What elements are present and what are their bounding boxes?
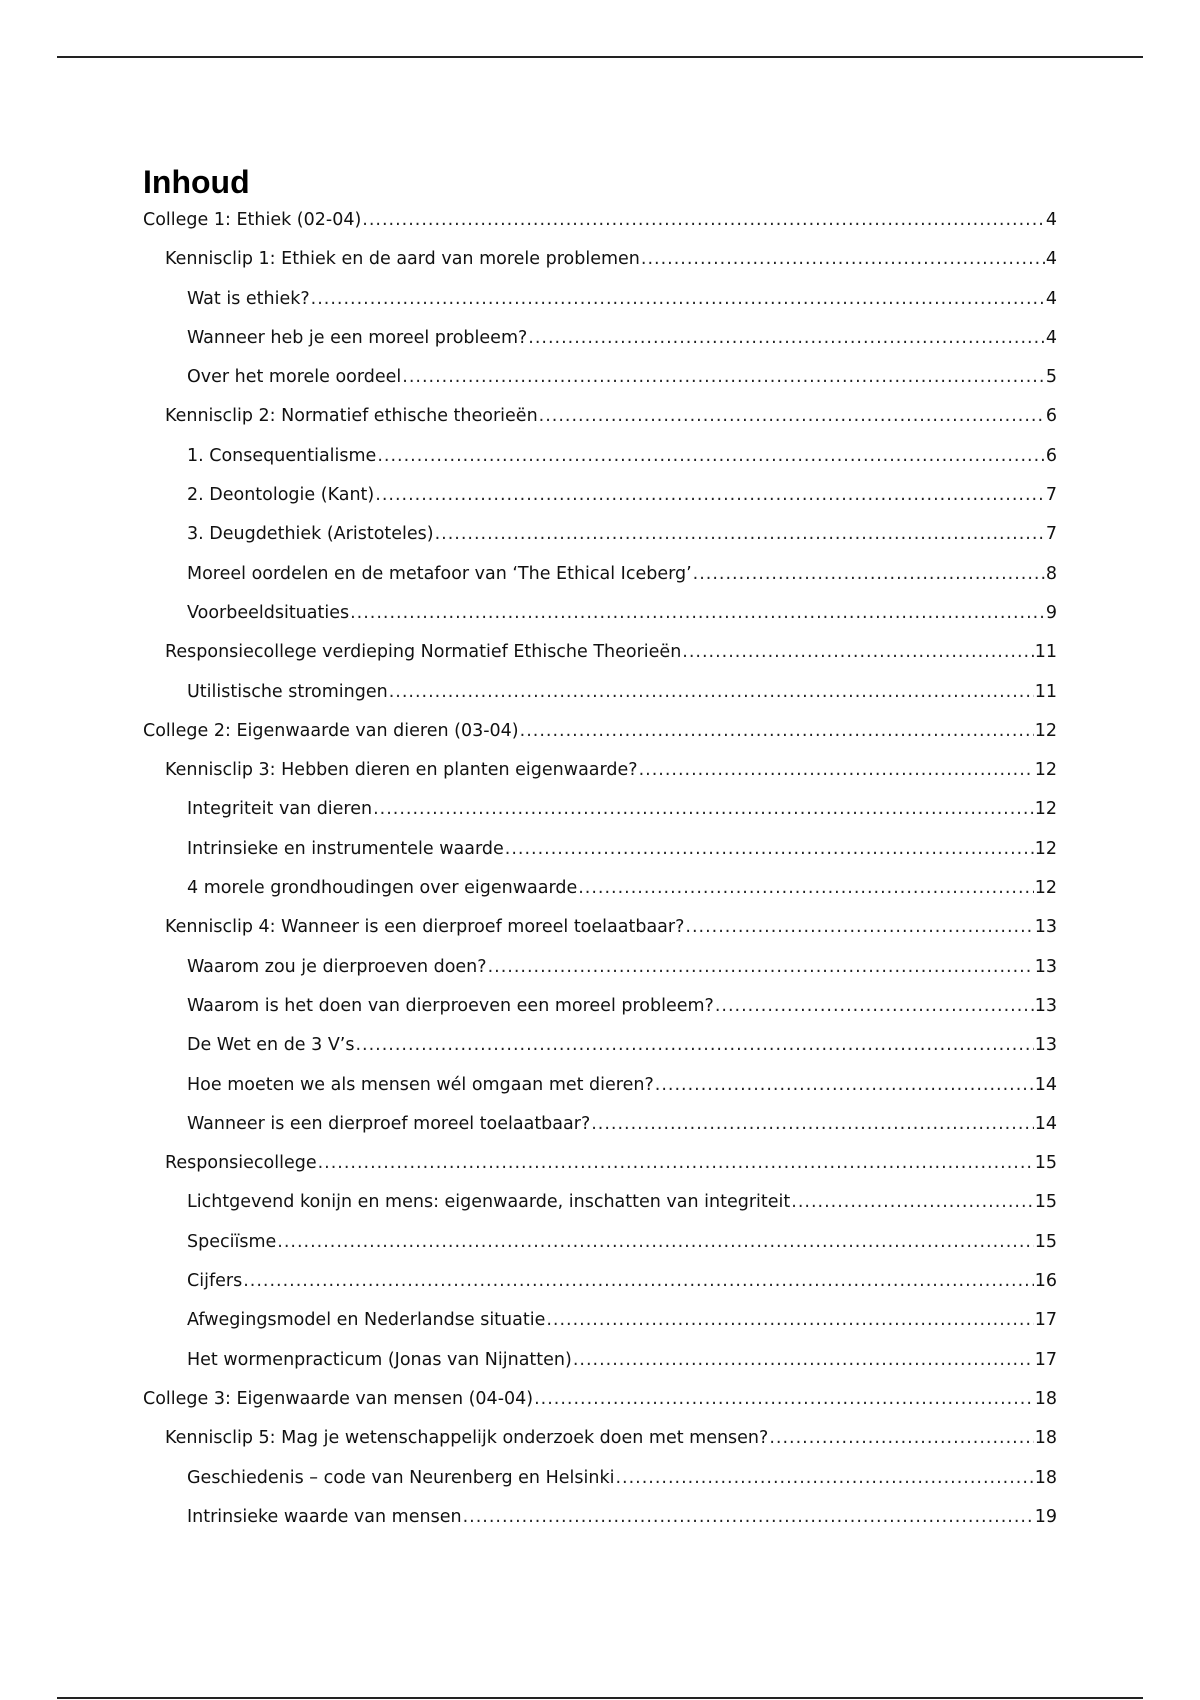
toc-dot-leader [362, 210, 1045, 230]
toc-entry-page-number: 14 [1034, 1074, 1057, 1095]
toc-entry-text: 4 morele grondhoudingen over eigenwaarde [187, 878, 578, 899]
toc-entry[interactable] [143, 210, 1057, 249]
toc-entry[interactable] [143, 1153, 1057, 1192]
toc-entry[interactable] [143, 289, 1057, 328]
toc-entry-page-number: 6 [1045, 406, 1057, 427]
toc-entry-text: Hoe moeten we als mensen wél omgaan met dieren? [187, 1074, 654, 1095]
toc-entry-page-number: 15 [1034, 1192, 1057, 1213]
toc-dot-leader [591, 1114, 1033, 1134]
toc-entry[interactable] [143, 1271, 1057, 1310]
toc-entry[interactable] [143, 406, 1057, 445]
toc-dot-leader [311, 289, 1045, 309]
toc-dot-leader [546, 1310, 1033, 1330]
toc-entry[interactable] [143, 249, 1057, 288]
footer-rule [57, 1697, 1143, 1699]
toc-list [143, 210, 1057, 1546]
toc-entry-page-number: 8 [1045, 563, 1057, 584]
toc-dot-leader [277, 1232, 1033, 1252]
toc-entry[interactable] [143, 446, 1057, 485]
header-rule [57, 56, 1143, 58]
toc-entry-page-number: 7 [1045, 524, 1057, 545]
toc-entry[interactable] [143, 1232, 1057, 1271]
toc-entry-text: Moreel oordelen en de metafoor van ‘The Ethical Iceberg’ [187, 563, 692, 584]
toc-entry-page-number: 19 [1034, 1506, 1057, 1527]
toc-dot-leader [355, 1035, 1033, 1055]
toc-entry-text: Het wormenpracticum (Jonas van Nijnatten) [187, 1349, 572, 1370]
toc-dot-leader [505, 839, 1034, 859]
toc-entry-text: Responsiecollege [165, 1153, 317, 1174]
toc-entry-text: College 1: Ethiek (02-04) [143, 210, 362, 230]
toc-entry-text: Afwegingsmodel en Nederlandse situatie [187, 1310, 546, 1331]
toc-dot-leader [389, 682, 1034, 702]
toc-entry-text: Wanneer is een dierproef moreel toelaatbaar? [187, 1113, 591, 1134]
toc-entry[interactable] [143, 721, 1057, 760]
toc-entry[interactable] [143, 642, 1057, 681]
toc-entry-text: 3. Deugdethiek (Aristoteles) [187, 524, 434, 545]
toc-entry-page-number: 12 [1034, 799, 1057, 820]
toc-entry[interactable] [143, 799, 1057, 838]
toc-entry[interactable] [143, 996, 1057, 1035]
toc-entry[interactable] [143, 328, 1057, 367]
toc-entry-text: Wat is ethiek? [187, 288, 310, 309]
toc-dot-leader [682, 642, 1033, 662]
toc-title: Inhoud [143, 164, 250, 200]
toc-entry-text: Geschiedenis – code van Neurenberg en Helsinki [187, 1467, 615, 1488]
toc-entry-page-number: 18 [1034, 1388, 1057, 1409]
toc-dot-leader [435, 524, 1045, 544]
toc-dot-leader [528, 328, 1045, 348]
toc-entry-text: Lichtgevend konijn en mens: eigenwaarde, inschatten van integriteit [187, 1192, 791, 1213]
toc-dot-leader [373, 799, 1034, 819]
toc-entry[interactable] [143, 760, 1057, 799]
toc-entry-text: College 2: Eigenwaarde van dieren (03-04) [143, 720, 519, 741]
toc-entry-page-number: 12 [1034, 760, 1057, 781]
toc-entry-page-number: 12 [1034, 720, 1057, 741]
toc-entry-page-number: 4 [1045, 210, 1057, 230]
toc-entry[interactable] [143, 367, 1057, 406]
toc-entry-text: Kennisclip 4: Wanneer is een dierproef moreel toelaatbaar? [165, 917, 685, 938]
toc-entry-page-number: 4 [1045, 327, 1057, 348]
toc-entry[interactable] [143, 682, 1057, 721]
toc-entry-text: Intrinsieke waarde van mensen [187, 1506, 462, 1527]
toc-entry-text: Voorbeeldsituaties [187, 602, 350, 623]
toc-entry-text: Intrinsieke en instrumentele waarde [187, 838, 504, 859]
toc-entry-text: Kennisclip 5: Mag je wetenschappelijk onderzoek doen met mensen? [165, 1428, 769, 1449]
toc-entry[interactable] [143, 1389, 1057, 1428]
toc-dot-leader [539, 406, 1045, 426]
toc-entry-text: Integriteit van dieren [187, 799, 373, 820]
toc-entry[interactable] [143, 917, 1057, 956]
toc-dot-leader [520, 721, 1034, 741]
toc-entry-text: Responsiecollege verdieping Normatief Ethische Theorieën [165, 642, 682, 663]
toc-entry-page-number: 11 [1034, 642, 1057, 663]
toc-dot-leader [715, 996, 1034, 1016]
toc-dot-leader [685, 917, 1033, 937]
toc-entry-text: Waarom zou je dierproeven doen? [187, 956, 487, 977]
toc-entry-page-number: 13 [1034, 917, 1057, 938]
toc-entry-text: Over het morele oordeel [187, 367, 402, 388]
toc-dot-leader [639, 760, 1034, 780]
toc-entry[interactable] [143, 1428, 1057, 1467]
toc-entry[interactable] [143, 485, 1057, 524]
toc-entry-text: Cijfers [187, 1271, 243, 1292]
toc-entry-text: Kennisclip 2: Normatief ethische theorieën [165, 406, 538, 427]
toc-entry[interactable] [143, 1075, 1057, 1114]
toc-entry[interactable] [143, 564, 1057, 603]
toc-dot-leader [791, 1192, 1033, 1212]
toc-entry-page-number: 11 [1034, 681, 1057, 702]
toc-entry-text: Wanneer heb je een moreel probleem? [187, 327, 528, 348]
toc-entry[interactable] [143, 1350, 1057, 1389]
toc-dot-leader [375, 485, 1045, 505]
toc-dot-leader [350, 603, 1045, 623]
table-of-contents [143, 162, 1057, 1546]
toc-entry[interactable] [143, 603, 1057, 642]
toc-dot-leader [463, 1507, 1034, 1527]
toc-entry-text: 2. Deontologie (Kant) [187, 485, 375, 506]
toc-entry-page-number: 18 [1034, 1467, 1057, 1488]
toc-dot-leader [693, 564, 1045, 584]
toc-entry-page-number: 13 [1034, 956, 1057, 977]
toc-dot-leader [641, 249, 1045, 269]
toc-entry[interactable] [143, 1035, 1057, 1074]
toc-entry[interactable] [143, 1192, 1057, 1231]
toc-entry[interactable] [143, 1310, 1057, 1349]
toc-entry-page-number: 18 [1034, 1428, 1057, 1449]
toc-dot-leader [318, 1153, 1034, 1173]
toc-dot-leader [655, 1075, 1034, 1095]
toc-entry-page-number: 16 [1034, 1271, 1057, 1292]
toc-entry-text: Waarom is het doen van dierproeven een moreel probleem? [187, 995, 714, 1016]
toc-entry-page-number: 17 [1034, 1349, 1057, 1370]
toc-dot-leader [402, 367, 1045, 387]
toc-entry-page-number: 13 [1034, 995, 1057, 1016]
toc-entry-text: College 3: Eigenwaarde van mensen (04-04) [143, 1388, 534, 1409]
toc-entry-page-number: 13 [1034, 1035, 1057, 1056]
toc-entry-page-number: 12 [1034, 878, 1057, 899]
toc-entry-text: 1. Consequentialisme [187, 445, 377, 466]
toc-entry-page-number: 4 [1045, 249, 1057, 270]
toc-entry[interactable] [143, 957, 1057, 996]
toc-entry-page-number: 9 [1045, 602, 1057, 623]
toc-entry-page-number: 4 [1045, 288, 1057, 309]
toc-entry-page-number: 17 [1034, 1310, 1057, 1331]
toc-dot-leader [488, 957, 1034, 977]
toc-entry[interactable] [143, 524, 1057, 563]
toc-entry-text: De Wet en de 3 V’s [187, 1035, 355, 1056]
toc-dot-leader [769, 1428, 1033, 1448]
toc-dot-leader [615, 1468, 1033, 1488]
toc-entry[interactable] [143, 1468, 1057, 1507]
toc-entry-page-number: 7 [1045, 485, 1057, 506]
toc-dot-leader [573, 1350, 1034, 1370]
toc-dot-leader [377, 446, 1045, 466]
toc-entry-text: Speciïsme [187, 1231, 277, 1252]
toc-dot-leader [578, 878, 1033, 898]
toc-entry-page-number: 5 [1045, 367, 1057, 388]
toc-entry-page-number: 6 [1045, 445, 1057, 466]
toc-entry-page-number: 14 [1034, 1113, 1057, 1134]
toc-entry[interactable] [143, 839, 1057, 878]
toc-entry-text: Utilistische stromingen [187, 681, 388, 702]
toc-entry[interactable] [143, 1114, 1057, 1153]
toc-dot-leader [534, 1389, 1034, 1409]
toc-entry-text: Kennisclip 3: Hebben dieren en planten eigenwaarde? [165, 760, 638, 781]
toc-entry[interactable] [143, 1507, 1057, 1546]
toc-entry[interactable] [143, 878, 1057, 917]
toc-dot-leader [243, 1271, 1034, 1291]
toc-entry-text: Kennisclip 1: Ethiek en de aard van morele problemen [165, 249, 640, 270]
toc-entry-page-number: 15 [1034, 1231, 1057, 1252]
toc-entry-page-number: 15 [1034, 1153, 1057, 1174]
toc-entry-page-number: 12 [1034, 838, 1057, 859]
